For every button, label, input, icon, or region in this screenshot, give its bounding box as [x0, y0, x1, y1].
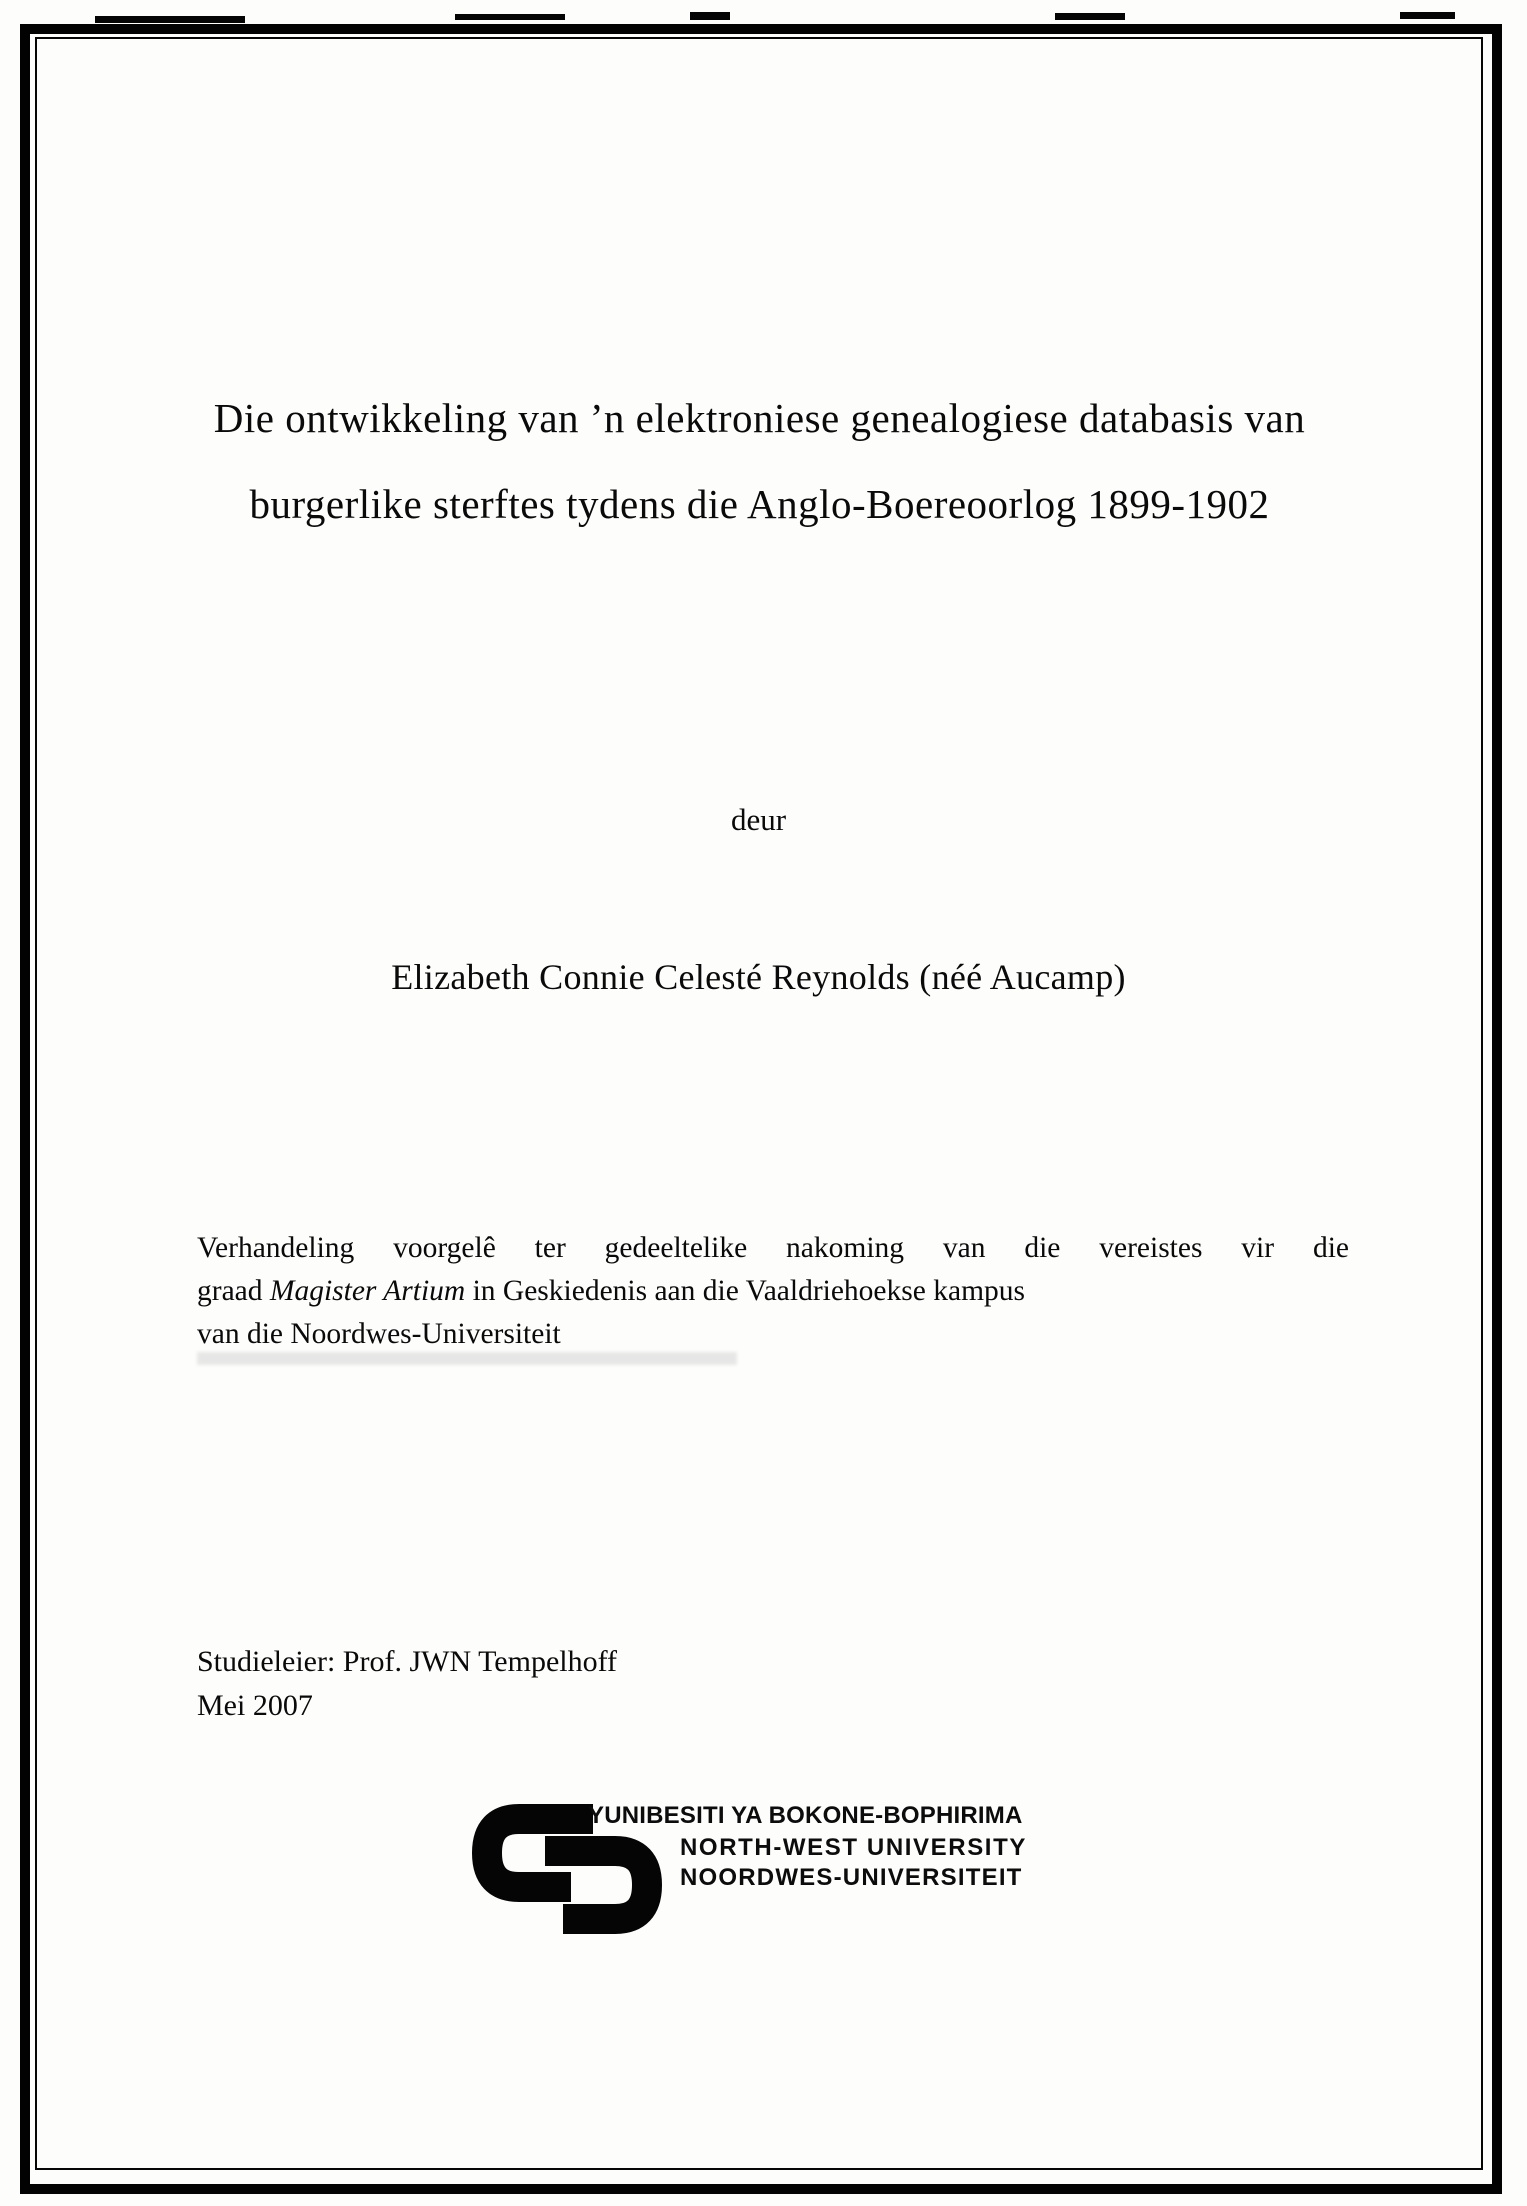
- logo-text-english: NORTH-WEST UNIVERSITY: [680, 1834, 1027, 1861]
- scan-artifact: [1055, 13, 1125, 20]
- statement-line-1: Verhandeling voorgelê ter gedeeltelike nakoming van die vereistes vir die: [197, 1232, 1349, 1264]
- logo-text-afrikaans: NOORDWES-UNIVERSITEIT: [680, 1864, 1023, 1891]
- scan-artifact: [690, 12, 730, 20]
- thesis-title-line-2: burgerlike sterftes tydens die Anglo-Boereoorlog 1899-1902: [249, 481, 1270, 527]
- thesis-title-line-1: Die ontwikkeling van ’n elektroniese genealogiese databasis van: [213, 395, 1306, 441]
- scan-artifact: [1400, 12, 1455, 19]
- author-name: Elizabeth Connie Celesté Reynolds (néé Aucamp): [391, 957, 1126, 997]
- logo-text-setswana: YUNIBESITI YA BOKONE-BOPHIRIMA: [588, 1802, 1023, 1829]
- supervisor-block: [197, 1640, 617, 1728]
- scan-artifact: [197, 1352, 737, 1365]
- scan-artifact: [455, 14, 565, 20]
- statement-line-2-pre: graad: [197, 1275, 270, 1307]
- degree-name: Magister Artium: [269, 1275, 466, 1307]
- date-line: Mei 2007: [197, 1689, 313, 1722]
- statement-line-3: van die Noordwes-Universiteit: [197, 1318, 561, 1350]
- submission-statement: [197, 1227, 1349, 1356]
- thesis-title: [110, 392, 1409, 530]
- scan-artifact: [95, 16, 245, 23]
- university-logo: [467, 1797, 1107, 1942]
- statement-line-2-post: in Geskiedenis aan die Vaaldriehoekse kampus: [465, 1275, 1025, 1307]
- statement-line-2: [197, 1270, 1349, 1313]
- byline-label: deur: [730, 802, 787, 837]
- supervisor-line: Studieleier: Prof. JWN Tempelhoff: [197, 1645, 618, 1678]
